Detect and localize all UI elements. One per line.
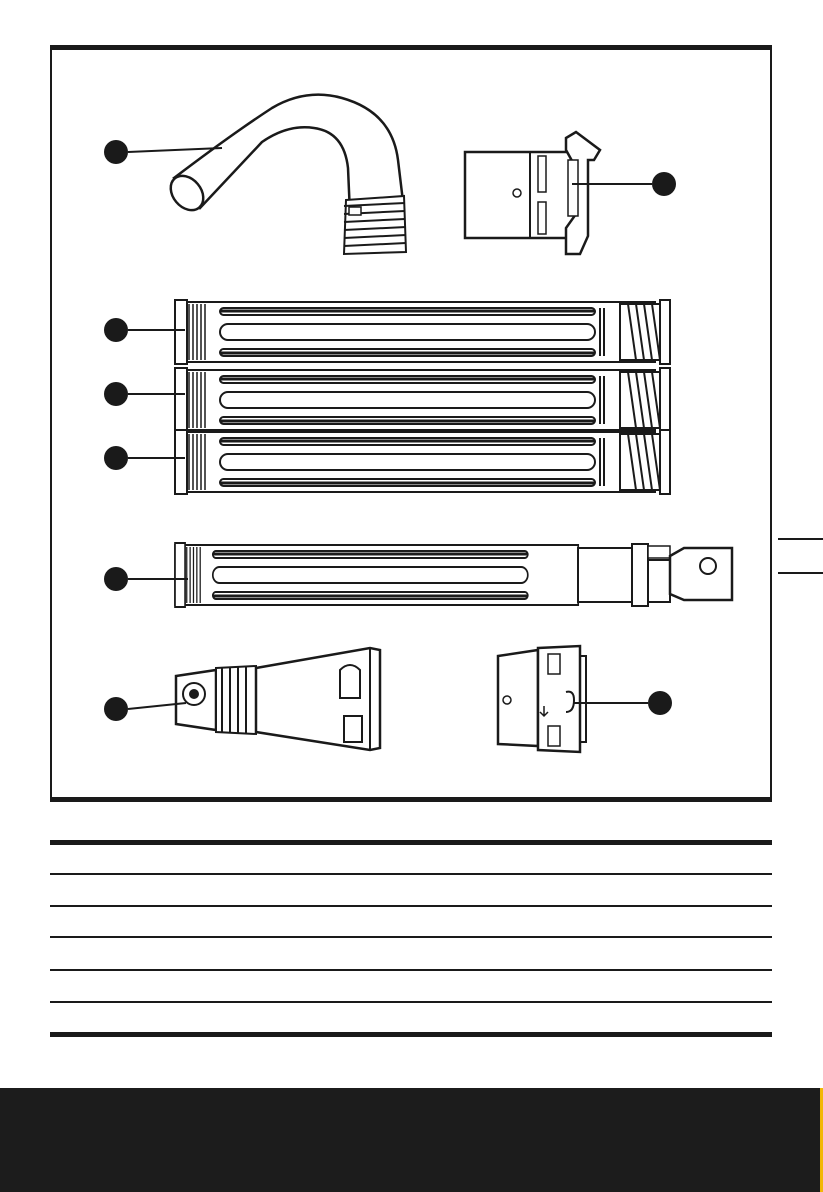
table-row-rule: [50, 873, 772, 875]
table-row-rule: [50, 905, 772, 907]
table-row-rule: [50, 936, 772, 938]
extension-tube-icon: [175, 300, 670, 364]
table-row-rule: [50, 1001, 772, 1003]
callout-5: [104, 446, 185, 470]
table-bottom-rule: [50, 1032, 772, 1037]
callout-3: [104, 318, 185, 342]
nozzle-tube-icon: [175, 543, 732, 607]
curved-hose-icon: [164, 95, 406, 254]
flared-nozzle-icon: [176, 648, 380, 750]
table-row-rule: [50, 969, 772, 971]
extension-tube-icon: [175, 368, 670, 432]
side-tab-top-line: [778, 538, 823, 540]
adapter-icon: [465, 132, 600, 254]
connector-icon: [498, 646, 586, 752]
footer-band: [0, 1088, 823, 1192]
callout-8: [574, 691, 672, 715]
extension-tube-icon: [175, 430, 670, 494]
side-tab-bottom-line: [778, 572, 823, 574]
callout-4: [104, 382, 185, 406]
callout-7: [104, 697, 186, 721]
table-top-rule: [50, 840, 772, 845]
